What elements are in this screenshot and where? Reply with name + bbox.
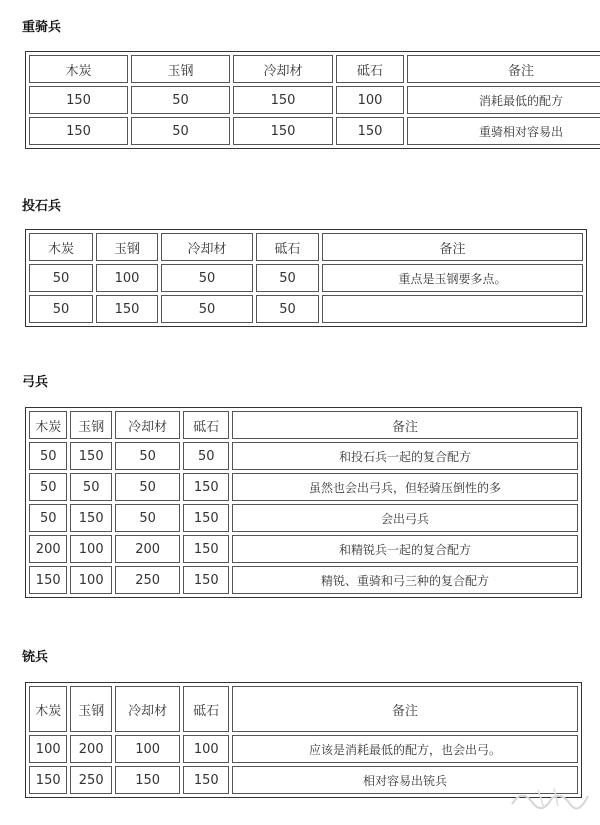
cell-note: [322, 295, 583, 323]
recipe-table-gunner: [25, 682, 582, 798]
cell-coolant: 250: [115, 566, 180, 594]
cell-whetstone: 150: [183, 566, 229, 594]
cell-coolant: 50: [115, 473, 180, 501]
cell-note: 和投石兵一起的复合配方: [232, 442, 578, 470]
cell-tamahagane: 50: [70, 473, 112, 501]
cell-tamahagane: 150: [70, 504, 112, 532]
cell-coolant: 150: [233, 117, 333, 145]
header-coolant: 冷却材: [161, 233, 253, 261]
table-row: [29, 442, 578, 470]
cell-note: 虽然也会出弓兵，但轻骑压倒性的多: [232, 473, 578, 501]
cell-whetstone: 150: [183, 473, 229, 501]
cell-charcoal: 150: [29, 117, 128, 145]
header-tamahagane: 玉钢: [96, 233, 158, 261]
cell-tamahagane: 50: [131, 117, 230, 145]
cell-charcoal: 200: [29, 535, 67, 563]
cell-note: 重点是玉钢要多点。: [322, 264, 583, 292]
header-note: 备注: [232, 686, 578, 732]
cell-tamahagane: 150: [70, 442, 112, 470]
table-row: [29, 117, 600, 145]
cell-coolant: 50: [161, 295, 253, 323]
table-header-row: [29, 55, 600, 83]
header-whetstone: 砥石: [256, 233, 319, 261]
header-whetstone: 砥石: [183, 686, 229, 732]
cell-whetstone: 50: [256, 295, 319, 323]
recipe-table-heavy-cavalry: [25, 51, 600, 149]
cell-charcoal: 50: [29, 442, 67, 470]
section-title-catapult: 投石兵: [22, 199, 62, 214]
header-note: 备注: [407, 55, 600, 83]
table-row: [29, 295, 583, 323]
header-coolant: 冷却材: [233, 55, 333, 83]
header-charcoal: 木炭: [29, 686, 67, 732]
section-title-heavy-cavalry: 重骑兵: [22, 20, 62, 35]
header-note: 备注: [322, 233, 583, 261]
header-tamahagane: 玉钢: [131, 55, 230, 83]
header-tamahagane: 玉钢: [70, 686, 112, 732]
watermark-logo-icon: [508, 782, 592, 812]
cell-tamahagane: 50: [131, 86, 230, 114]
header-tamahagane: 玉钢: [70, 411, 112, 439]
cell-note: 会出弓兵: [232, 504, 578, 532]
header-whetstone: 砥石: [183, 411, 229, 439]
cell-charcoal: 150: [29, 86, 128, 114]
cell-note: 消耗最低的配方: [407, 86, 600, 114]
header-charcoal: 木炭: [29, 55, 128, 83]
cell-note: 重骑相对容易出: [407, 117, 600, 145]
cell-tamahagane: 100: [70, 535, 112, 563]
cell-coolant: 100: [115, 735, 180, 763]
section-title-gunner: 铳兵: [22, 650, 49, 665]
header-whetstone: 砥石: [336, 55, 404, 83]
cell-tamahagane: 100: [96, 264, 158, 292]
cell-whetstone: 50: [183, 442, 229, 470]
cell-charcoal: 50: [29, 473, 67, 501]
cell-coolant: 150: [115, 766, 180, 794]
cell-whetstone: 150: [336, 117, 404, 145]
cell-charcoal: 50: [29, 504, 67, 532]
header-coolant: 冷却材: [115, 686, 180, 732]
cell-whetstone: 100: [183, 735, 229, 763]
cell-tamahagane: 150: [96, 295, 158, 323]
table-row: [29, 735, 578, 763]
cell-charcoal: 150: [29, 766, 67, 794]
table-header-row: [29, 411, 578, 439]
recipe-table-archer: [25, 407, 582, 598]
cell-charcoal: 50: [29, 295, 93, 323]
cell-whetstone: 150: [183, 535, 229, 563]
cell-charcoal: 150: [29, 566, 67, 594]
cell-coolant: 50: [161, 264, 253, 292]
cell-whetstone: 100: [336, 86, 404, 114]
cell-whetstone: 150: [183, 504, 229, 532]
cell-coolant: 200: [115, 535, 180, 563]
header-charcoal: 木炭: [29, 411, 67, 439]
header-note: 备注: [232, 411, 578, 439]
cell-charcoal: 50: [29, 264, 93, 292]
cell-coolant: 50: [115, 504, 180, 532]
cell-note: 和精锐兵一起的复合配方: [232, 535, 578, 563]
table-row: [29, 473, 578, 501]
header-charcoal: 木炭: [29, 233, 93, 261]
cell-note: 精锐、重骑和弓三种的复合配方: [232, 566, 578, 594]
cell-charcoal: 100: [29, 735, 67, 763]
table-row: [29, 264, 583, 292]
cell-tamahagane: 200: [70, 735, 112, 763]
cell-whetstone: 150: [183, 766, 229, 794]
table-row: [29, 566, 578, 594]
cell-tamahagane: 250: [70, 766, 112, 794]
recipe-table-catapult: [25, 229, 587, 327]
cell-note: 应该是消耗最低的配方，也会出弓。: [232, 735, 578, 763]
table-header-row: [29, 686, 578, 732]
header-coolant: 冷却材: [115, 411, 180, 439]
section-title-archer: 弓兵: [22, 375, 49, 390]
table-row: [29, 86, 600, 114]
table-row: [29, 504, 578, 532]
cell-coolant: 150: [233, 86, 333, 114]
cell-note: 相对容易出铳兵: [232, 766, 578, 794]
cell-whetstone: 50: [256, 264, 319, 292]
table-row: [29, 766, 578, 794]
table-row: [29, 535, 578, 563]
cell-tamahagane: 100: [70, 566, 112, 594]
table-header-row: [29, 233, 583, 261]
cell-coolant: 50: [115, 442, 180, 470]
